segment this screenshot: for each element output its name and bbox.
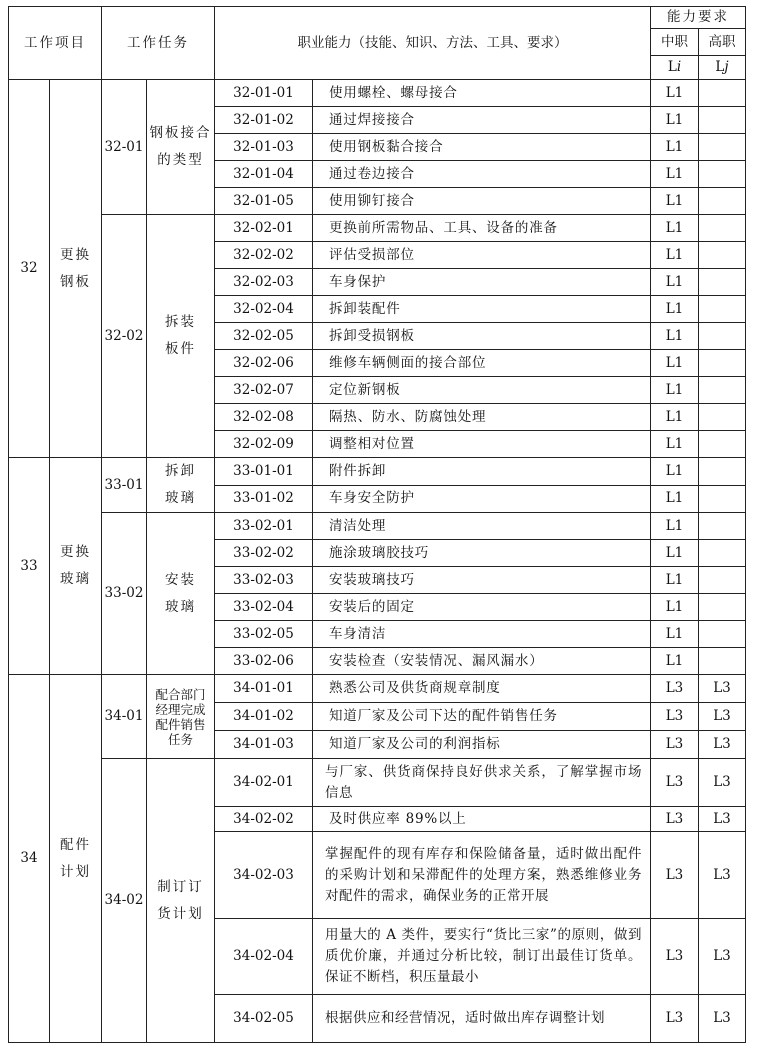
level-high	[699, 567, 746, 594]
level-high	[699, 188, 746, 215]
item-code: 34-01-02	[215, 703, 313, 731]
item-code: 32-02-03	[215, 269, 313, 296]
item-code: 32-02-04	[215, 296, 313, 323]
item-description: 车身保护	[313, 269, 651, 296]
level-high	[699, 296, 746, 323]
level-mid: L1	[651, 485, 699, 513]
level-high	[699, 161, 746, 188]
level-high	[699, 242, 746, 269]
item-code: 33-02-06	[215, 648, 313, 675]
item-code: 33-02-03	[215, 567, 313, 594]
task-code: 33-02	[102, 513, 147, 675]
level-mid: L1	[651, 594, 699, 621]
level-mid: L1	[651, 215, 699, 242]
level-mid: L1	[651, 296, 699, 323]
item-code: 32-01-01	[215, 80, 313, 107]
item-description: 维修车辆侧面的接合部位	[313, 350, 651, 377]
item-description: 通过焊接接合	[313, 107, 651, 134]
task-name-line: 玻璃	[165, 598, 196, 615]
level-high	[699, 134, 746, 161]
item-description: 使用螺栓、螺母接合	[313, 80, 651, 107]
header-li	[651, 56, 699, 80]
level-mid: L3	[651, 807, 699, 832]
li-var: i	[676, 59, 682, 75]
item-code: 32-02-05	[215, 323, 313, 350]
item-code: 32-02-02	[215, 242, 313, 269]
task-name	[147, 215, 215, 458]
task-code: 34-02	[102, 759, 147, 1043]
header-mid: 中职	[651, 29, 699, 56]
task-name-line: 拆卸	[165, 463, 196, 479]
level-high: L3	[699, 832, 746, 919]
level-high	[699, 404, 746, 431]
item-code: 32-02-06	[215, 350, 313, 377]
lj-var: j	[724, 59, 729, 75]
task-name-line: 配合部门	[155, 686, 206, 702]
project-number: 34	[9, 675, 50, 1043]
table-row	[9, 215, 746, 242]
ability-table	[8, 6, 746, 1043]
task-name-line: 板件	[165, 341, 196, 357]
task-name	[147, 458, 215, 513]
level-mid: L1	[651, 404, 699, 431]
task-name-line: 安装	[165, 571, 196, 588]
level-high: L3	[699, 759, 746, 807]
level-high	[699, 594, 746, 621]
level-mid: L1	[651, 188, 699, 215]
level-mid: L1	[651, 269, 699, 296]
level-high: L3	[699, 675, 746, 703]
level-mid: L1	[651, 323, 699, 350]
task-name-line: 货计划	[157, 905, 204, 922]
item-description: 更换前所需物品、工具、设备的准备	[313, 215, 651, 242]
item-code: 33-02-04	[215, 594, 313, 621]
item-description: 知道厂家及公司下达的配件销售任务	[313, 703, 651, 731]
task-name-line: 制订订	[157, 878, 204, 895]
header-high: 高职	[699, 29, 746, 56]
level-high	[699, 540, 746, 567]
project-name-line: 配件	[60, 836, 91, 853]
item-code: 32-02-01	[215, 215, 313, 242]
table-row	[9, 80, 746, 107]
item-description: 使用铆钉接合	[313, 188, 651, 215]
item-code: 34-02-01	[215, 759, 313, 807]
project-name	[50, 458, 102, 675]
level-high	[699, 485, 746, 513]
project-name	[50, 675, 102, 1043]
item-description: 知道厂家及公司的利润指标	[313, 731, 651, 759]
level-mid: L1	[651, 513, 699, 540]
item-code: 32-02-07	[215, 377, 313, 404]
level-high	[699, 323, 746, 350]
item-description: 车身清洁	[313, 621, 651, 648]
level-mid: L1	[651, 648, 699, 675]
level-mid: L1	[651, 621, 699, 648]
item-description: 调整相对位置	[313, 431, 651, 458]
item-description: 掌握配件的现有库存和保险储备量，适时做出配件的采购计划和呆滞配件的处理方案，熟悉维修业务对配件的需求，确保业务的正常开展	[313, 832, 651, 919]
item-code: 32-01-04	[215, 161, 313, 188]
task-name-line: 配件销售	[155, 716, 206, 732]
level-mid: L3	[651, 832, 699, 919]
level-high	[699, 648, 746, 675]
level-mid: L1	[651, 458, 699, 486]
item-description: 定位新钢板	[313, 377, 651, 404]
task-name-line: 任务	[167, 731, 193, 747]
item-code: 33-01-02	[215, 485, 313, 513]
item-description: 车身安全防护	[313, 485, 651, 513]
li-prefix: L	[667, 59, 677, 75]
item-code: 33-02-01	[215, 513, 313, 540]
item-description: 拆卸受损钢板	[313, 323, 651, 350]
level-mid: L1	[651, 242, 699, 269]
item-description: 安装玻璃技巧	[313, 567, 651, 594]
level-high	[699, 215, 746, 242]
level-mid: L1	[651, 431, 699, 458]
item-description: 隔热、防水、防腐蚀处理	[313, 404, 651, 431]
item-description: 拆卸装配件	[313, 296, 651, 323]
item-description: 附件拆卸	[313, 458, 651, 486]
task-name-line: 拆装	[165, 314, 196, 330]
item-code: 33-01-01	[215, 458, 313, 486]
task-name-line: 经理完成	[155, 701, 206, 717]
project-name-line: 计划	[60, 863, 91, 880]
level-high: L3	[699, 703, 746, 731]
header-ability: 职业能力（技能、知识、方法、工具、要求）	[215, 7, 651, 80]
level-high	[699, 513, 746, 540]
document-page	[8, 6, 746, 1043]
level-mid: L1	[651, 350, 699, 377]
task-code: 34-01	[102, 675, 147, 759]
level-high	[699, 350, 746, 377]
item-description: 与厂家、供货商保持良好供求关系，了解掌握市场信息	[313, 759, 651, 807]
level-high: L3	[699, 995, 746, 1043]
level-mid: L1	[651, 540, 699, 567]
table-row	[9, 513, 746, 540]
item-description: 安装后的固定	[313, 594, 651, 621]
item-description: 及时供应率 89%以上	[313, 807, 651, 832]
project-name-line: 玻璃	[60, 571, 91, 587]
project-name-line: 更换	[60, 246, 91, 263]
item-description: 清洁处理	[313, 513, 651, 540]
level-high: L3	[699, 731, 746, 759]
item-description: 安装检查（安装情况、漏风漏水）	[313, 648, 651, 675]
item-code: 32-02-08	[215, 404, 313, 431]
level-mid: L3	[651, 731, 699, 759]
header-project: 工作项目	[9, 7, 102, 80]
task-code: 33-01	[102, 458, 147, 513]
item-code: 34-01-03	[215, 731, 313, 759]
header-requirement: 能力要求	[651, 7, 746, 29]
item-code: 34-02-05	[215, 995, 313, 1043]
table-row	[9, 458, 746, 486]
level-high	[699, 377, 746, 404]
item-description: 通过卷边接合	[313, 161, 651, 188]
level-high	[699, 269, 746, 296]
item-code: 34-01-01	[215, 675, 313, 703]
task-name	[147, 80, 215, 215]
level-mid: L1	[651, 567, 699, 594]
level-mid: L3	[651, 995, 699, 1043]
item-code: 33-02-02	[215, 540, 313, 567]
level-mid: L3	[651, 919, 699, 995]
item-description: 评估受损部位	[313, 242, 651, 269]
level-mid: L1	[651, 161, 699, 188]
level-high	[699, 431, 746, 458]
item-description: 用量大的 A 类件，要实行“货比三家”的原则，做到质优价廉，并通过分析比较，制订出最佳订货单。保证不断档，积压量最小	[313, 919, 651, 995]
project-name-line: 更换	[60, 544, 91, 560]
project-number: 33	[9, 458, 50, 675]
task-code: 32-02	[102, 215, 147, 458]
lj-prefix: L	[715, 59, 725, 75]
level-high	[699, 458, 746, 486]
item-code: 34-02-03	[215, 832, 313, 919]
table-body	[9, 80, 746, 1043]
task-code: 32-01	[102, 80, 147, 215]
item-code: 32-01-05	[215, 188, 313, 215]
level-mid: L1	[651, 80, 699, 107]
level-high	[699, 80, 746, 107]
task-name	[147, 675, 215, 759]
task-name	[147, 759, 215, 1043]
item-code: 33-02-05	[215, 621, 313, 648]
item-description: 使用钢板黏合接合	[313, 134, 651, 161]
level-mid: L1	[651, 134, 699, 161]
task-name-line: 玻璃	[165, 490, 196, 506]
table-row	[9, 759, 746, 807]
task-name-line: 的类型	[157, 152, 204, 168]
project-name-line: 钢板	[60, 273, 91, 290]
item-code: 34-02-04	[215, 919, 313, 995]
level-mid: L3	[651, 703, 699, 731]
level-mid: L3	[651, 675, 699, 703]
item-code: 32-02-09	[215, 431, 313, 458]
level-mid: L3	[651, 759, 699, 807]
project-number: 32	[9, 80, 50, 458]
level-high: L3	[699, 807, 746, 832]
header-lj	[699, 56, 746, 80]
item-description: 熟悉公司及供货商规章制度	[313, 675, 651, 703]
level-mid: L1	[651, 107, 699, 134]
item-code: 32-01-02	[215, 107, 313, 134]
task-name-line: 钢板接合	[149, 125, 212, 141]
level-high	[699, 107, 746, 134]
item-code: 32-01-03	[215, 134, 313, 161]
header-task: 工作任务	[102, 7, 215, 80]
project-name	[50, 80, 102, 458]
level-mid: L1	[651, 377, 699, 404]
level-high	[699, 621, 746, 648]
level-high: L3	[699, 919, 746, 995]
item-code: 34-02-02	[215, 807, 313, 832]
task-name	[147, 513, 215, 675]
table-row	[9, 675, 746, 703]
item-description: 根据供应和经营情况，适时做出库存调整计划	[313, 995, 651, 1043]
item-description: 施涂玻璃胶技巧	[313, 540, 651, 567]
